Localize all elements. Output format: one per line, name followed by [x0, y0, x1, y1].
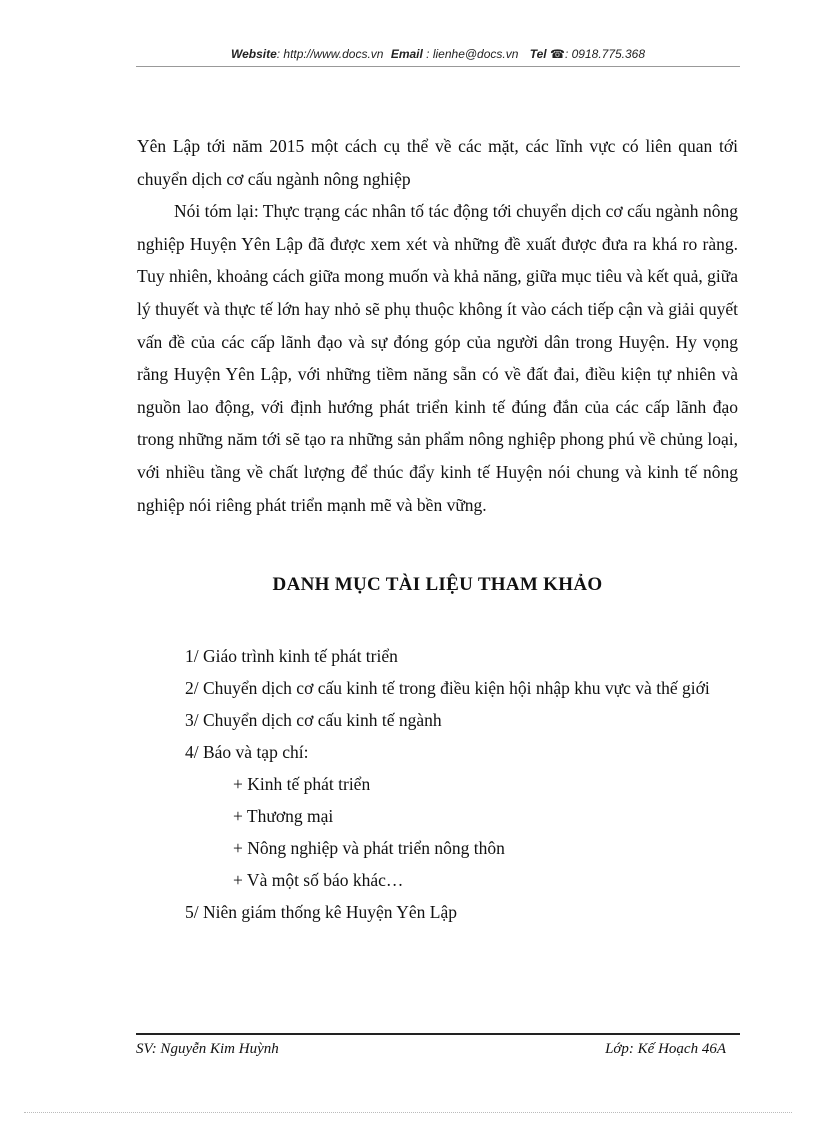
- paragraph-2: Nói tóm lại: Thực trạng các nhân tố tác động tới chuyển dịch cơ cấu ngành nông nghiệp Huyện Yên Lập đã được xem xét và những đề xuất được đưa ra khá ro ràng. Tuy nhiên, khoảng cách giữa mong muốn và khả năng, giữa mục tiêu và kết quả, giữa lý thuyết và thực tế lớn hay nhỏ sẽ phụ thuộc không ít vào cách tiếp cận và giải quyết vấn đề của các cấp lãnh đạo và sự đóng góp của người dân trong Huyện. Hy vọng rằng Huyện Yên Lập, với những tiềm năng sẵn có về đất đai, điều kiện tự nhiên và nguồn lao động, với định hướng phát triển kinh tế đúng đắn của các cấp lãnh đạo trong những năm tới sẽ tạo ra những sản phẩm nông nghiệp phong phú về chủng loại, với nhiều tầng về chất lượng để thúc đẩy kinh tế Huyện nói chung và kinh tế nông nghiệp nói riêng phát triển mạnh mẽ và bền vững.: [137, 201, 738, 515]
- tel-value: : 0918.775.368: [564, 47, 646, 61]
- website-value: : http://www.docs.vn: [276, 47, 384, 61]
- reference-item: 5/ Niên giám thống kê Huyện Yên Lập: [185, 902, 457, 922]
- reference-sub-item: + Thương mại: [233, 806, 334, 826]
- body-text: [137, 130, 738, 521]
- page-footer: [136, 1041, 726, 1058]
- reference-list: [137, 640, 738, 928]
- footer-divider: [136, 1033, 740, 1035]
- references-heading: DANH MỤC TÀI LIỆU THAM KHẢO: [272, 574, 603, 595]
- page-header: [136, 47, 740, 61]
- student-name: SV: Nguyễn Kim Huỳnh: [136, 1041, 279, 1057]
- email-label: Email: [390, 47, 423, 61]
- email-value: : lienhe@docs.vn: [426, 47, 519, 61]
- reference-item: 3/ Chuyển dịch cơ cấu kinh tế ngành: [185, 710, 442, 730]
- phone-icon: ☎: [550, 47, 565, 61]
- paragraph-1: Yên Lập tới năm 2015 một cách cụ thể về các mặt, các lĩnh vực có liên quan tới chuyển dịch cơ cấu ngành nông nghiệp: [137, 136, 738, 189]
- header-divider: [136, 66, 740, 67]
- reference-item: 2/ Chuyển dịch cơ cấu kinh tế trong điều kiện hội nhập khu vực và thế giới: [185, 678, 710, 698]
- reference-item: 1/ Giáo trình kinh tế phát triển: [185, 646, 398, 666]
- reference-sub-item: + Nông nghiệp và phát triển nông thôn: [233, 838, 505, 858]
- reference-item: 4/ Báo và tạp chí:: [185, 742, 309, 762]
- class-name: Lớp: Kế Hoạch 46A: [605, 1041, 726, 1057]
- reference-sub-item: + Và một số báo khác…: [233, 870, 404, 890]
- tel-label: Tel: [529, 47, 547, 61]
- page-edge-dots: [24, 1112, 792, 1113]
- reference-sub-item: + Kinh tế phát triển: [233, 774, 371, 794]
- website-label: Website: [230, 47, 277, 61]
